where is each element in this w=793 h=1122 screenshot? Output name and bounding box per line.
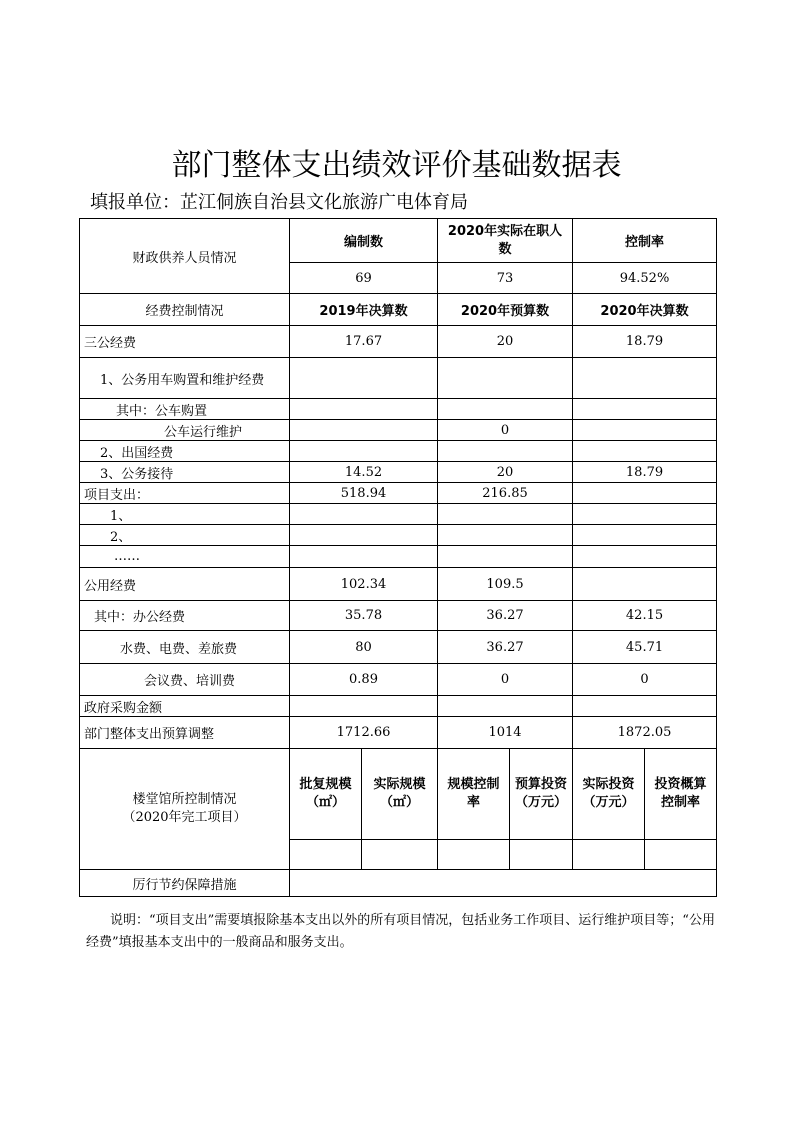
row-label: 项目支出： (80, 483, 290, 504)
row-label: 水费、电费、差旅费 (80, 631, 290, 664)
row-value: 216.85 (438, 483, 573, 504)
building-header: 投资概算控制率 (645, 749, 717, 840)
row-value (573, 358, 717, 399)
table-row (80, 717, 717, 749)
row-value (438, 358, 573, 399)
table-row (80, 420, 717, 441)
building-header: 预算投资（万元） (510, 749, 573, 840)
row-value (573, 420, 717, 441)
row-label: 部门整体支出预算调整 (80, 717, 290, 749)
row-value: 36.27 (438, 631, 573, 664)
row-value (438, 525, 573, 546)
funding-header: 2020年决算数 (573, 294, 717, 326)
table-row (80, 326, 717, 358)
row-value (290, 696, 438, 717)
row-label: 公车运行维护 (80, 420, 290, 441)
row-value (573, 525, 717, 546)
table-row (80, 631, 717, 664)
row-value (290, 504, 438, 525)
staff-value: 69 (290, 263, 438, 294)
row-value (573, 696, 717, 717)
staff-header: 2020年实际在职人数 (438, 219, 573, 263)
building-header: 批复规模（㎡） (290, 749, 362, 840)
row-label: 3、公务接待 (80, 462, 290, 483)
row-value (573, 399, 717, 420)
row-value (438, 504, 573, 525)
row-label: 三公经费 (80, 326, 290, 358)
row-value: 18.79 (573, 462, 717, 483)
row-value (290, 420, 438, 441)
row-value (438, 696, 573, 717)
row-label: 2、出国经费 (80, 441, 290, 462)
row-value (290, 399, 438, 420)
building-value (510, 840, 573, 870)
row-label: …… (80, 546, 290, 568)
row-value: 0 (438, 420, 573, 441)
table-row (80, 462, 717, 483)
building-value (573, 840, 645, 870)
row-label: 1、 (80, 504, 290, 525)
row-value: 1014 (438, 717, 573, 749)
table-row (80, 696, 717, 717)
data-table (79, 218, 717, 897)
building-label-line2: （2020年完工项目） (122, 810, 247, 825)
row-value (438, 546, 573, 568)
row-value (290, 525, 438, 546)
reporting-unit: 填报单位：芷江侗族自治县文化旅游广电体育局 (90, 192, 468, 213)
building-header: 实际规模（㎡） (362, 749, 438, 840)
building-value (645, 840, 717, 870)
funding-header: 2019年决算数 (290, 294, 438, 326)
row-label: 1、公务用车购置和维护经费 (80, 358, 290, 399)
table-row (80, 441, 717, 462)
staff-header: 编制数 (290, 219, 438, 263)
staff-header: 控制率 (573, 219, 717, 263)
building-value (290, 840, 362, 870)
row-value (290, 441, 438, 462)
row-value: 0 (438, 664, 573, 696)
row-value: 1872.05 (573, 717, 717, 749)
row-value (573, 546, 717, 568)
row-value: 20 (438, 326, 573, 358)
building-value (362, 840, 438, 870)
row-label: 公用经费 (80, 568, 290, 601)
row-value (573, 568, 717, 601)
row-value: 17.67 (290, 326, 438, 358)
funding-header: 2020年预算数 (438, 294, 573, 326)
row-label: 其中：公车购置 (80, 399, 290, 420)
building-label (80, 749, 290, 870)
row-value: 20 (438, 462, 573, 483)
building-label-line1: 楼堂馆所控制情况 (132, 792, 237, 807)
building-header: 规模控制率 (438, 749, 510, 840)
measures-label: 厉行节约保障措施 (80, 870, 290, 897)
table-row (80, 399, 717, 420)
row-value: 0.89 (290, 664, 438, 696)
row-label: 政府采购金额 (80, 696, 290, 717)
row-value: 80 (290, 631, 438, 664)
row-value: 45.71 (573, 631, 717, 664)
row-value (438, 441, 573, 462)
staff-label: 财政供养人员情况 (80, 219, 290, 294)
table-row (80, 568, 717, 601)
table-row (80, 483, 717, 504)
row-value: 18.79 (573, 326, 717, 358)
row-value (290, 358, 438, 399)
row-value: 1712.66 (290, 717, 438, 749)
staff-value: 94.52% (573, 263, 717, 294)
row-value (573, 483, 717, 504)
footnote: 说明：“项目支出”需要填报除基本支出以外的所有项目情况，包括业务工作项目、运行维护项目等；“公用经费”填报基本支出中的一般商品和服务支出。 (86, 913, 715, 950)
building-header: 实际投资（万元） (573, 749, 645, 840)
row-value: 109.5 (438, 568, 573, 601)
row-value: 36.27 (438, 601, 573, 631)
table-row (80, 664, 717, 696)
page-title: 部门整体支出绩效评价基础数据表 (171, 148, 622, 183)
row-label: 2、 (80, 525, 290, 546)
table-row (80, 504, 717, 525)
row-label: 其中：办公经费 (80, 601, 290, 631)
table-row (80, 358, 717, 399)
row-value (438, 399, 573, 420)
row-value: 42.15 (573, 601, 717, 631)
measures-value (290, 870, 717, 897)
row-value: 102.34 (290, 568, 438, 601)
row-value: 14.52 (290, 462, 438, 483)
staff-value: 73 (438, 263, 573, 294)
row-value: 35.78 (290, 601, 438, 631)
row-label: 会议费、培训费 (80, 664, 290, 696)
row-value: 0 (573, 664, 717, 696)
building-value (438, 840, 510, 870)
row-value: 518.94 (290, 483, 438, 504)
table-row (80, 546, 717, 568)
funding-label: 经费控制情况 (80, 294, 290, 326)
table-row (80, 601, 717, 631)
row-value (573, 441, 717, 462)
row-value (573, 504, 717, 525)
row-value (290, 546, 438, 568)
table-row (80, 525, 717, 546)
